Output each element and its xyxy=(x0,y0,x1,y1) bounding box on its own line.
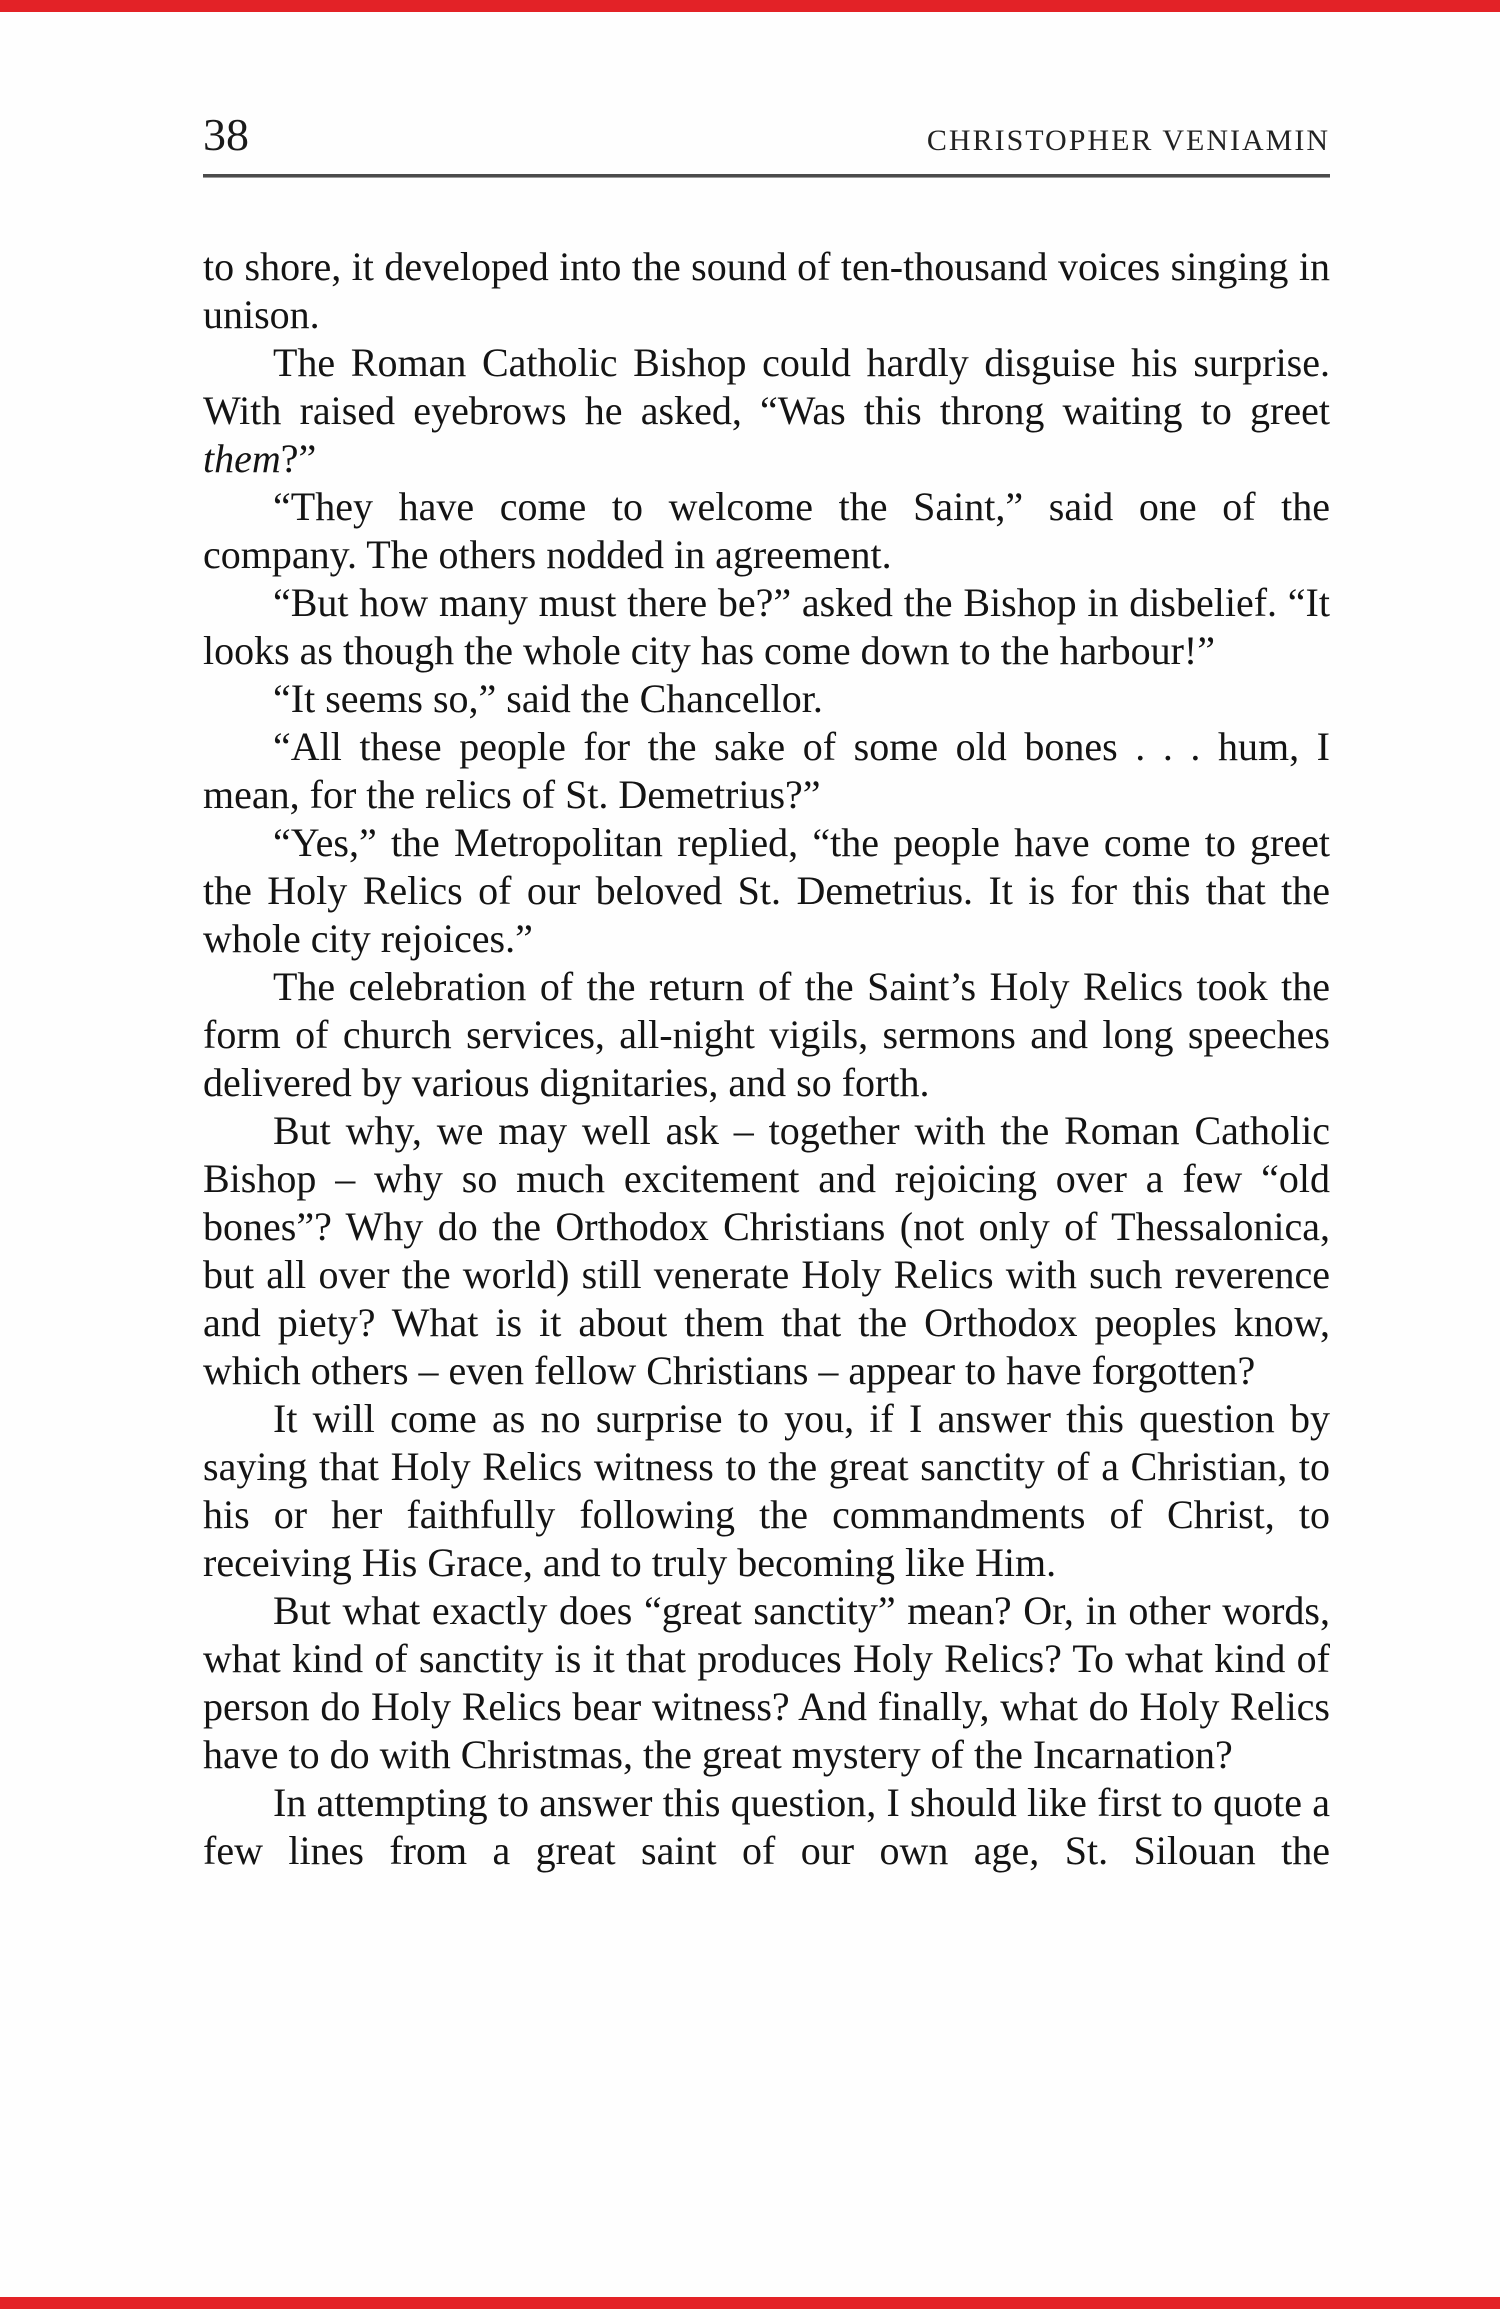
body-text xyxy=(203,243,1330,1875)
paragraph: “They have come to welcome the Saint,” said one of the company. The others nodded in agreement. xyxy=(203,484,1330,577)
page-header xyxy=(203,109,1330,160)
paragraph: It will come as no surprise to you, if I answer this question by saying that Holy Relics witness to the great sanctity of a Christian, to his or her faithfully following the commandments of Christ, to receiving His Grace, and to truly becoming like Him. xyxy=(203,1396,1330,1585)
paragraph: “But how many must there be?” asked the Bishop in disbelief. “It looks as though the whole city has come down to the harbour!” xyxy=(203,580,1330,673)
paragraph xyxy=(203,339,1330,483)
italic-word: them xyxy=(203,436,281,481)
red-border-bottom xyxy=(0,2297,1500,2309)
paragraph: “All these people for the sake of some old bones . . . hum, I mean, for the relics of St. Demetrius?” xyxy=(203,724,1330,817)
paragraph: But why, we may well ask – together with the Roman Catholic Bishop – why so much excitement and rejoicing over a few “old bones”? Why do the Orthodox Christians (not only of Thessalonica, but all over the world) still venerate Holy Relics with such reverence and piety? What is it about them that the Orthodox peoples know, which others – even fellow Christians – appear to have forgotten? xyxy=(203,1108,1330,1393)
paragraph-text: ?” xyxy=(280,436,317,481)
header-rule xyxy=(203,174,1330,178)
paragraph: “It seems so,” said the Chancellor. xyxy=(273,676,823,721)
paragraph: The celebration of the return of the Saint’s Holy Relics took the form of church services, all-night vigils, sermons and long speeches delivered by various dignitaries, and so forth. xyxy=(203,964,1330,1105)
running-header: CHRISTOPHER VENIAMIN xyxy=(926,124,1330,157)
paragraph: In attempting to answer this question, I should like first to quote a few lines from a great saint of our own age, St. Silouan the xyxy=(203,1780,1330,1873)
paragraph: But what exactly does “great sanctity” mean? Or, in other words, what kind of sanctity is it that produces Holy Relics? To what kind of person do Holy Relics bear witness? And finally, what do Holy Relics have to do with Christmas, the great mystery of the Incarnation? xyxy=(203,1588,1330,1777)
page-number: 38 xyxy=(203,109,249,160)
paragraph-text: The Roman Catholic Bishop could hardly disguise his surprise. With raised eyebrows he asked, “Was this throng waiting to greet xyxy=(203,340,1330,433)
paragraph: “Yes,” the Metropolitan replied, “the people have come to greet the Holy Relics of our beloved St. Demetrius. It is for this that the whole city rejoices.” xyxy=(203,820,1330,961)
red-border-top xyxy=(0,0,1500,12)
paragraph: to shore, it developed into the sound of ten-thousand voices singing in unison. xyxy=(203,244,1330,337)
